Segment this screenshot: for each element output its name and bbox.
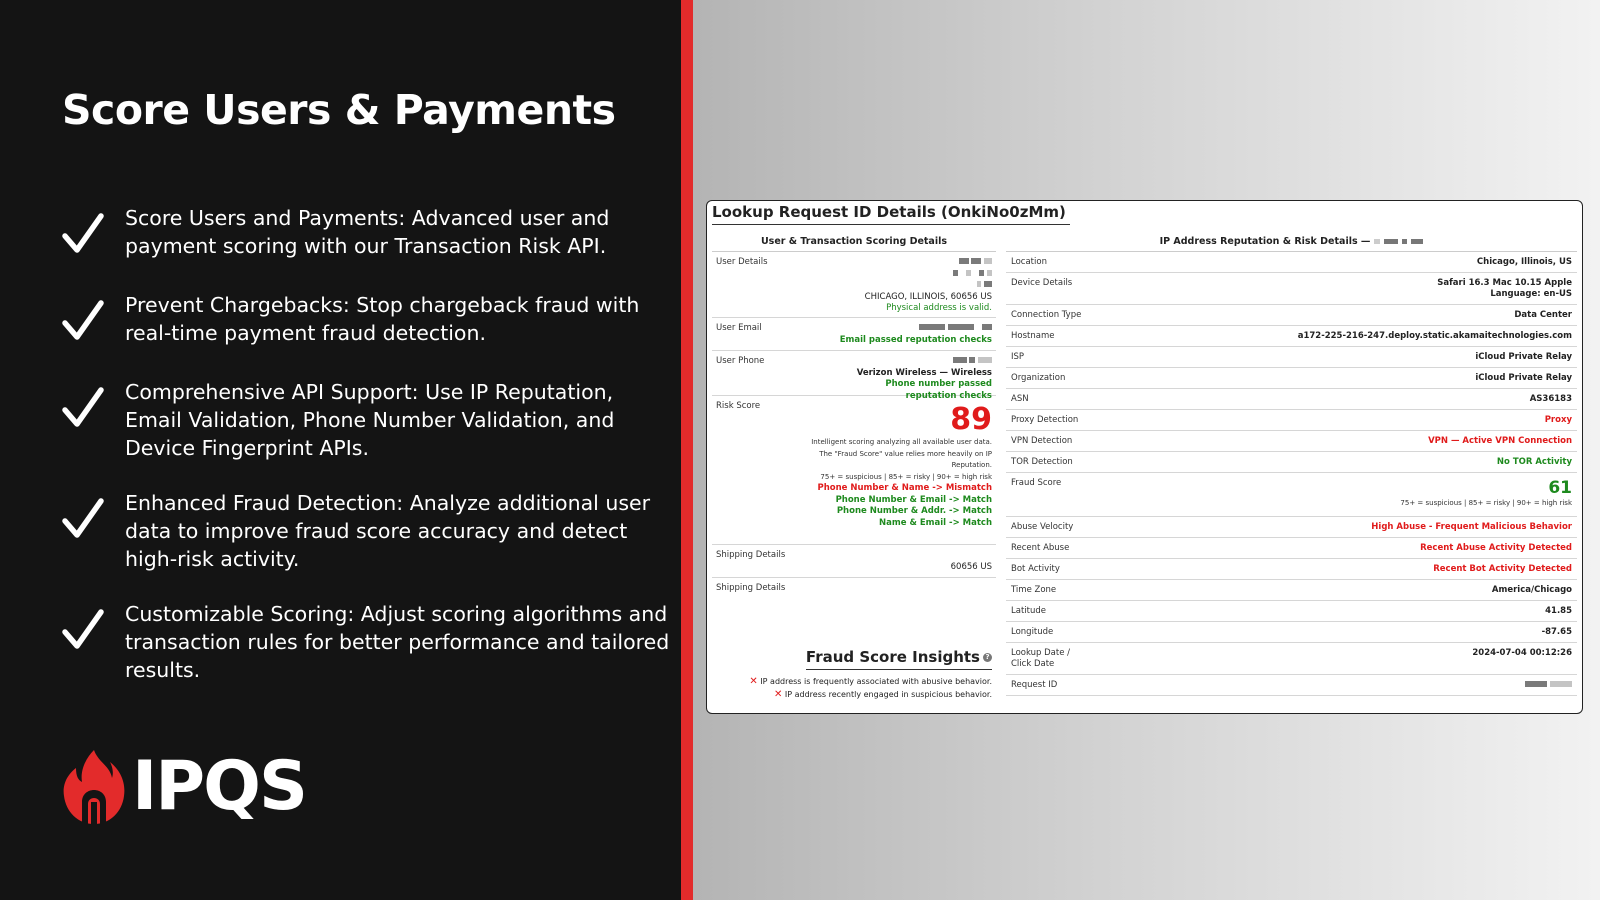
left-panel bbox=[0, 0, 680, 900]
cross-icon: ✕ bbox=[773, 689, 783, 700]
logo-text: IPQS bbox=[132, 747, 306, 826]
phone-carrier: Verizon Wireless — Wireless bbox=[856, 367, 992, 378]
feature-list bbox=[62, 204, 672, 684]
ip-row-abuse-velocity: Abuse Velocity High Abuse - Frequent Malicious Behavior bbox=[1006, 517, 1577, 538]
ip-row-fraud-score: Fraud Score 61 75+ = suspicious | 85+ = risky | 90+ = high risk bbox=[1006, 473, 1577, 517]
ip-row-tor: TOR Detection No TOR Activity bbox=[1006, 452, 1577, 473]
ip-row-request-id: Request ID bbox=[1006, 675, 1577, 696]
flame-logo-icon bbox=[62, 748, 126, 826]
ip-row-isp: ISP iCloud Private Relay bbox=[1006, 347, 1577, 368]
redacted-street bbox=[832, 269, 992, 281]
lookup-details-screenshot bbox=[706, 200, 1583, 714]
user-scoring-heading: User & Transaction Scoring Details bbox=[712, 233, 996, 252]
feature-text: Comprehensive API Support: Use IP Reputation, Email Validation, Phone Number Validation, and Device Fingerprint APIs. bbox=[125, 380, 615, 460]
checkmark-icon bbox=[62, 291, 125, 351]
risk-score-row bbox=[712, 396, 996, 545]
ip-row-proxy: Proxy Detection Proxy bbox=[1006, 410, 1577, 431]
insights-title: Fraud Score Insights bbox=[805, 648, 980, 666]
user-address: CHICAGO, ILLINOIS, 60656 US bbox=[864, 291, 992, 302]
fraud-score-value: 61 bbox=[1548, 478, 1572, 498]
user-scoring-column bbox=[712, 233, 996, 700]
shipping-details-label: Shipping Details bbox=[716, 583, 786, 593]
ip-row-connection: Connection Type Data Center bbox=[1006, 305, 1577, 326]
ip-row-latitude: Latitude 41.85 bbox=[1006, 601, 1577, 622]
ip-reputation-heading: IP Address Reputation & Risk Details — bbox=[1006, 233, 1577, 252]
insight-item bbox=[712, 689, 992, 700]
feature-item bbox=[62, 291, 672, 351]
match-result: Phone Number & Email -> Match bbox=[835, 494, 992, 505]
shipping-zip: 60656 US bbox=[950, 562, 992, 572]
risk-score-desc: Reputation. bbox=[951, 461, 992, 469]
feature-text: Customizable Scoring: Adjust scoring algorithms and transaction rules for better performance and tailored results. bbox=[125, 602, 670, 682]
redacted-phone bbox=[832, 356, 992, 368]
user-phone-label: User Phone bbox=[716, 356, 765, 366]
match-result: Phone Number & Addr. -> Match bbox=[836, 506, 992, 516]
risk-score-scale: 75+ = suspicious | 85+ = risky | 90+ = high risk bbox=[820, 472, 992, 481]
card-title: Lookup Request ID Details (OnkiNo0zMm) bbox=[712, 203, 1070, 225]
insight-item bbox=[712, 676, 992, 687]
feature-text: Enhanced Fraud Detection: Analyze additional user data to improve fraud score accuracy and detect high-risk activity. bbox=[125, 491, 651, 571]
accent-divider bbox=[681, 0, 693, 900]
feature-item bbox=[62, 378, 672, 462]
shipping-details-row bbox=[712, 578, 996, 608]
feature-item bbox=[62, 204, 672, 264]
match-result: Name & Email -> Match bbox=[879, 517, 992, 528]
ip-row-asn: ASN AS36183 bbox=[1006, 389, 1577, 410]
ip-row-organization: Organization iCloud Private Relay bbox=[1006, 368, 1577, 389]
redacted-name bbox=[832, 257, 992, 269]
cross-icon: ✕ bbox=[749, 676, 758, 687]
ip-reputation-column bbox=[1006, 233, 1577, 696]
shipping-details-row bbox=[712, 545, 996, 578]
shipping-details-label: Shipping Details bbox=[716, 550, 786, 560]
ip-row-time-zone: Time Zone America/Chicago bbox=[1006, 580, 1577, 601]
ipqs-logo bbox=[62, 748, 306, 826]
ip-row-vpn: VPN Detection VPN — Active VPN Connection bbox=[1006, 431, 1577, 452]
user-email-row bbox=[712, 318, 996, 351]
feature-text: Prevent Chargebacks: Stop chargeback fraud with real-time payment fraud detection. bbox=[125, 293, 640, 345]
ip-row-lookup-date: Lookup Date / Click Date 2024-07-04 00:12:26 bbox=[1006, 643, 1577, 675]
risk-score-label: Risk Score bbox=[716, 401, 761, 411]
address-status: Physical address is valid. bbox=[886, 303, 992, 313]
checkmark-icon bbox=[62, 600, 125, 660]
checkmark-icon bbox=[62, 204, 125, 264]
page-title: Score Users & Payments bbox=[62, 86, 616, 134]
feature-text: Score Users and Payments: Advanced user and payment scoring with our Transaction Risk API. bbox=[125, 206, 610, 258]
redacted-request-id bbox=[1525, 675, 1572, 695]
email-status: Email passed reputation checks bbox=[839, 334, 992, 345]
user-email-label: User Email bbox=[716, 323, 762, 333]
ip-row-location: Location Chicago, Illinois, US bbox=[1006, 252, 1577, 273]
insight-text: IP address is frequently associated with abusive behavior. bbox=[760, 677, 992, 686]
insight-text: IP address recently engaged in suspicious behavior. bbox=[784, 690, 992, 699]
ip-row-device: Device Details Safari 16.3 Mac 10.15 Apple Language: en-US bbox=[1006, 273, 1577, 305]
checkmark-icon bbox=[62, 378, 125, 438]
help-icon[interactable]: ? bbox=[983, 653, 992, 662]
feature-item bbox=[62, 489, 672, 573]
risk-score-value: 89 bbox=[950, 402, 992, 437]
user-phone-row bbox=[712, 351, 996, 401]
redacted-unit bbox=[832, 280, 992, 292]
fraud-score-insights bbox=[712, 647, 996, 700]
checkmark-icon bbox=[62, 489, 125, 549]
user-details-label: User Details bbox=[716, 257, 768, 267]
risk-score-desc: Intelligent scoring analyzing all available user data. bbox=[811, 438, 992, 446]
feature-item bbox=[62, 600, 672, 684]
match-mismatch: Phone Number & Name -> Mismatch bbox=[817, 483, 992, 493]
risk-score-desc: The "Fraud Score" value relies more heavily on IP bbox=[819, 449, 992, 458]
user-details-row bbox=[712, 252, 996, 318]
ip-row-bot-activity: Bot Activity Recent Bot Activity Detected bbox=[1006, 559, 1577, 580]
redacted-email bbox=[832, 323, 992, 335]
ip-row-hostname: Hostname a172-225-216-247.deploy.static.akamaitechnologies.com bbox=[1006, 326, 1577, 347]
phone-status: Phone number passed reputation checks bbox=[885, 379, 992, 401]
ip-row-longitude: Longitude -87.65 bbox=[1006, 622, 1577, 643]
ip-row-recent-abuse: Recent Abuse Recent Abuse Activity Detected bbox=[1006, 538, 1577, 559]
